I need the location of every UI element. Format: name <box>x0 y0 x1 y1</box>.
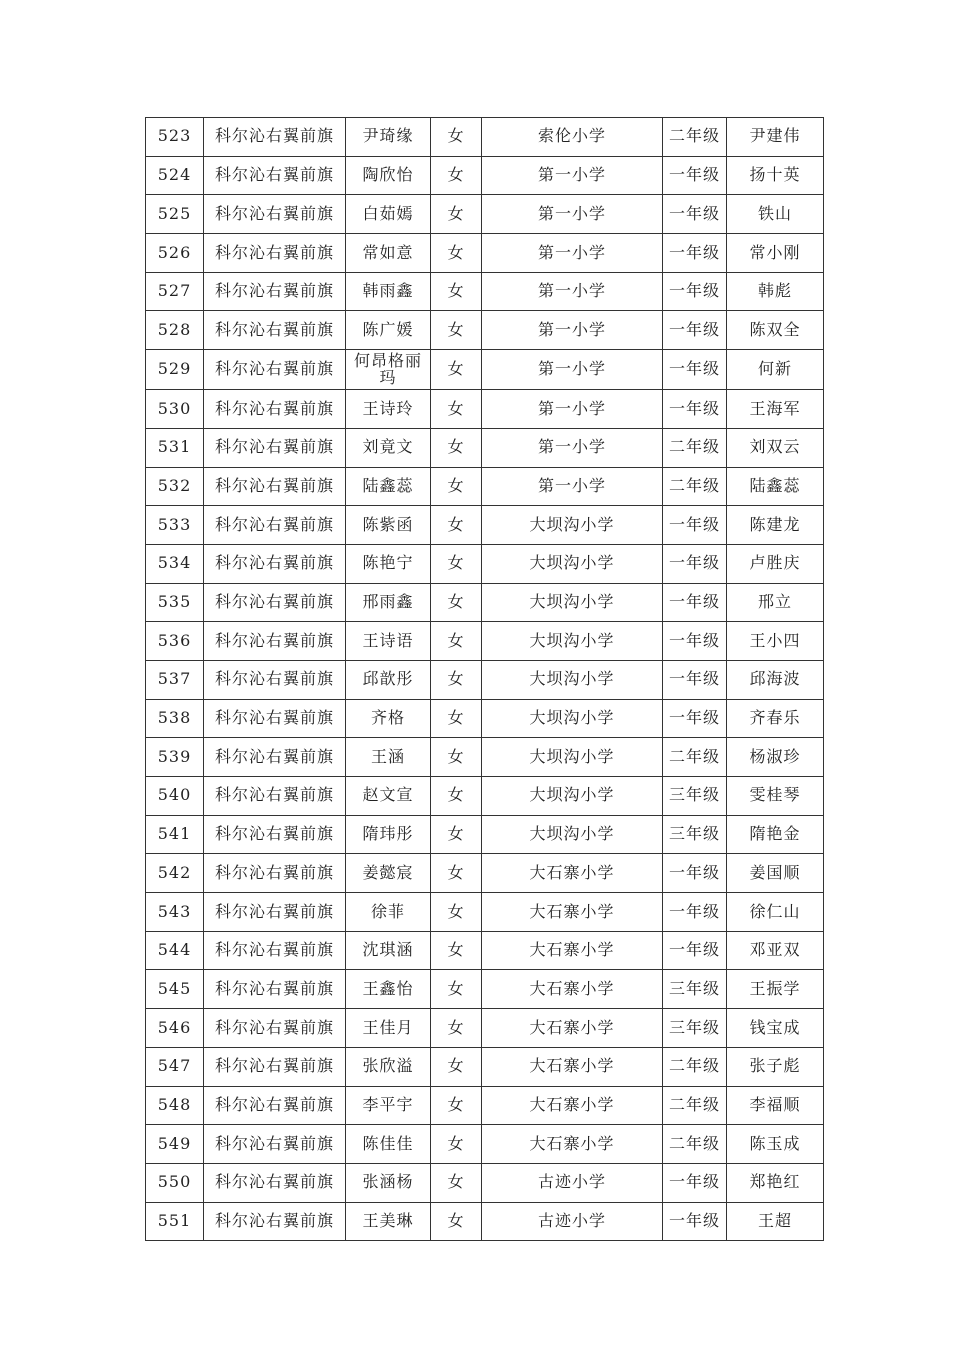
cell-region: 科尔沁右翼前旗 <box>204 699 346 738</box>
table-row <box>146 467 824 506</box>
cell-name: 陶欣怡 <box>346 156 431 195</box>
cell-school: 第一小学 <box>482 156 663 195</box>
cell-school: 大坝沟小学 <box>482 738 663 777</box>
cell-grade: 一年级 <box>663 272 727 311</box>
cell-grade: 一年级 <box>663 195 727 234</box>
cell-grade: 一年级 <box>663 893 727 932</box>
cell-region: 科尔沁右翼前旗 <box>204 311 346 350</box>
cell-guardian: 雯桂琴 <box>727 777 824 816</box>
cell-school: 古迹小学 <box>482 1163 663 1202</box>
cell-number: 548 <box>146 1086 204 1125</box>
cell-number: 536 <box>146 622 204 661</box>
cell-gender: 女 <box>431 1202 482 1241</box>
cell-name: 王鑫怡 <box>346 970 431 1009</box>
cell-gender: 女 <box>431 272 482 311</box>
cell-number: 534 <box>146 544 204 583</box>
cell-number: 540 <box>146 777 204 816</box>
table-row <box>146 777 824 816</box>
cell-number: 525 <box>146 195 204 234</box>
cell-region: 科尔沁右翼前旗 <box>204 583 346 622</box>
cell-grade: 一年级 <box>663 390 727 429</box>
cell-number: 523 <box>146 118 204 157</box>
cell-name: 王佳月 <box>346 1009 431 1048</box>
cell-school: 大坝沟小学 <box>482 583 663 622</box>
table-row <box>146 195 824 234</box>
cell-school: 大坝沟小学 <box>482 506 663 545</box>
cell-guardian: 铁山 <box>727 195 824 234</box>
cell-gender: 女 <box>431 118 482 157</box>
student-table-body <box>146 118 824 1241</box>
cell-guardian: 王海军 <box>727 390 824 429</box>
cell-name: 尹琦缘 <box>346 118 431 157</box>
cell-region: 科尔沁右翼前旗 <box>204 390 346 429</box>
cell-guardian: 王振学 <box>727 970 824 1009</box>
cell-region: 科尔沁右翼前旗 <box>204 467 346 506</box>
cell-school: 第一小学 <box>482 234 663 273</box>
cell-school: 第一小学 <box>482 428 663 467</box>
cell-name: 陈艳宁 <box>346 544 431 583</box>
cell-name: 邱歆彤 <box>346 660 431 699</box>
cell-gender: 女 <box>431 777 482 816</box>
table-row <box>146 428 824 467</box>
cell-gender: 女 <box>431 156 482 195</box>
cell-school: 索伦小学 <box>482 118 663 157</box>
cell-grade: 一年级 <box>663 156 727 195</box>
cell-school: 大石寨小学 <box>482 1009 663 1048</box>
cell-region: 科尔沁右翼前旗 <box>204 1125 346 1164</box>
cell-name: 王诗玲 <box>346 390 431 429</box>
cell-number: 529 <box>146 350 204 390</box>
cell-grade: 二年级 <box>663 1086 727 1125</box>
table-row <box>146 970 824 1009</box>
cell-guardian: 陈建龙 <box>727 506 824 545</box>
cell-gender: 女 <box>431 467 482 506</box>
cell-region: 科尔沁右翼前旗 <box>204 1047 346 1086</box>
table-row <box>146 1086 824 1125</box>
cell-name: 王诗语 <box>346 622 431 661</box>
cell-number: 528 <box>146 311 204 350</box>
cell-gender: 女 <box>431 1125 482 1164</box>
cell-grade: 二年级 <box>663 428 727 467</box>
cell-region: 科尔沁右翼前旗 <box>204 1086 346 1125</box>
table-row <box>146 272 824 311</box>
cell-gender: 女 <box>431 583 482 622</box>
cell-gender: 女 <box>431 506 482 545</box>
cell-number: 545 <box>146 970 204 1009</box>
table-row <box>146 1202 824 1241</box>
cell-school: 大石寨小学 <box>482 1125 663 1164</box>
cell-region: 科尔沁右翼前旗 <box>204 893 346 932</box>
table-row <box>146 544 824 583</box>
student-table <box>145 117 824 1241</box>
cell-school: 大石寨小学 <box>482 893 663 932</box>
cell-number: 532 <box>146 467 204 506</box>
cell-school: 大石寨小学 <box>482 1047 663 1086</box>
cell-gender: 女 <box>431 854 482 893</box>
cell-guardian: 何新 <box>727 350 824 390</box>
cell-guardian: 卢胜庆 <box>727 544 824 583</box>
cell-number: 535 <box>146 583 204 622</box>
cell-guardian: 郑艳红 <box>727 1163 824 1202</box>
cell-guardian: 李福顺 <box>727 1086 824 1125</box>
cell-grade: 一年级 <box>663 1163 727 1202</box>
cell-guardian: 张子彪 <box>727 1047 824 1086</box>
cell-guardian: 韩彪 <box>727 272 824 311</box>
cell-school: 古迹小学 <box>482 1202 663 1241</box>
cell-number: 531 <box>146 428 204 467</box>
cell-gender: 女 <box>431 544 482 583</box>
cell-name: 韩雨鑫 <box>346 272 431 311</box>
cell-gender: 女 <box>431 970 482 1009</box>
table-row <box>146 390 824 429</box>
cell-region: 科尔沁右翼前旗 <box>204 428 346 467</box>
cell-school: 大坝沟小学 <box>482 815 663 854</box>
cell-number: 527 <box>146 272 204 311</box>
cell-gender: 女 <box>431 931 482 970</box>
cell-school: 第一小学 <box>482 390 663 429</box>
table-row <box>146 854 824 893</box>
cell-grade: 一年级 <box>663 854 727 893</box>
cell-guardian: 邱海波 <box>727 660 824 699</box>
cell-grade: 一年级 <box>663 1202 727 1241</box>
cell-school: 大石寨小学 <box>482 854 663 893</box>
cell-gender: 女 <box>431 350 482 390</box>
cell-name: 齐格 <box>346 699 431 738</box>
cell-grade: 一年级 <box>663 931 727 970</box>
cell-school: 大坝沟小学 <box>482 660 663 699</box>
cell-region: 科尔沁右翼前旗 <box>204 234 346 273</box>
cell-guardian: 陈玉成 <box>727 1125 824 1164</box>
table-row <box>146 893 824 932</box>
table-row <box>146 699 824 738</box>
cell-name: 隋玮彤 <box>346 815 431 854</box>
cell-guardian: 常小刚 <box>727 234 824 273</box>
cell-region: 科尔沁右翼前旗 <box>204 195 346 234</box>
cell-region: 科尔沁右翼前旗 <box>204 156 346 195</box>
cell-school: 第一小学 <box>482 350 663 390</box>
cell-name: 李平宇 <box>346 1086 431 1125</box>
cell-guardian: 隋艳金 <box>727 815 824 854</box>
cell-gender: 女 <box>431 1047 482 1086</box>
cell-name: 徐菲 <box>346 893 431 932</box>
cell-grade: 一年级 <box>663 583 727 622</box>
cell-grade: 二年级 <box>663 738 727 777</box>
cell-school: 第一小学 <box>482 272 663 311</box>
cell-name: 王涵 <box>346 738 431 777</box>
cell-grade: 三年级 <box>663 1009 727 1048</box>
cell-school: 第一小学 <box>482 467 663 506</box>
table-row <box>146 660 824 699</box>
cell-guardian: 齐春乐 <box>727 699 824 738</box>
cell-grade: 二年级 <box>663 467 727 506</box>
cell-name: 张欣溢 <box>346 1047 431 1086</box>
cell-guardian: 陆鑫蕊 <box>727 467 824 506</box>
cell-region: 科尔沁右翼前旗 <box>204 815 346 854</box>
cell-number: 542 <box>146 854 204 893</box>
cell-gender: 女 <box>431 660 482 699</box>
cell-gender: 女 <box>431 1009 482 1048</box>
cell-guardian: 姜国顺 <box>727 854 824 893</box>
cell-number: 538 <box>146 699 204 738</box>
cell-region: 科尔沁右翼前旗 <box>204 622 346 661</box>
cell-region: 科尔沁右翼前旗 <box>204 931 346 970</box>
cell-gender: 女 <box>431 311 482 350</box>
cell-region: 科尔沁右翼前旗 <box>204 660 346 699</box>
cell-guardian: 钱宝成 <box>727 1009 824 1048</box>
table-row <box>146 1163 824 1202</box>
cell-gender: 女 <box>431 428 482 467</box>
cell-grade: 二年级 <box>663 1047 727 1086</box>
cell-guardian: 刘双云 <box>727 428 824 467</box>
table-row <box>146 931 824 970</box>
cell-school: 大石寨小学 <box>482 931 663 970</box>
cell-name: 何昂格丽玛 <box>346 350 431 390</box>
cell-name: 白茹嫣 <box>346 195 431 234</box>
cell-name: 陈紫函 <box>346 506 431 545</box>
cell-guardian: 邓亚双 <box>727 931 824 970</box>
cell-number: 547 <box>146 1047 204 1086</box>
cell-gender: 女 <box>431 622 482 661</box>
cell-region: 科尔沁右翼前旗 <box>204 1202 346 1241</box>
cell-guardian: 扬十英 <box>727 156 824 195</box>
table-row <box>146 1125 824 1164</box>
cell-school: 第一小学 <box>482 195 663 234</box>
cell-number: 546 <box>146 1009 204 1048</box>
cell-region: 科尔沁右翼前旗 <box>204 854 346 893</box>
table-row <box>146 156 824 195</box>
cell-gender: 女 <box>431 738 482 777</box>
cell-number: 539 <box>146 738 204 777</box>
cell-number: 549 <box>146 1125 204 1164</box>
cell-name: 张涵杨 <box>346 1163 431 1202</box>
cell-region: 科尔沁右翼前旗 <box>204 350 346 390</box>
table-row <box>146 738 824 777</box>
cell-number: 526 <box>146 234 204 273</box>
cell-region: 科尔沁右翼前旗 <box>204 506 346 545</box>
table-row <box>146 311 824 350</box>
table-row <box>146 350 824 390</box>
cell-grade: 三年级 <box>663 815 727 854</box>
cell-gender: 女 <box>431 234 482 273</box>
cell-school: 大石寨小学 <box>482 970 663 1009</box>
cell-name: 陆鑫蕊 <box>346 467 431 506</box>
cell-grade: 一年级 <box>663 622 727 661</box>
cell-name: 刘竟文 <box>346 428 431 467</box>
table-row <box>146 583 824 622</box>
cell-number: 533 <box>146 506 204 545</box>
cell-name: 沈琪涵 <box>346 931 431 970</box>
cell-name: 陈佳佳 <box>346 1125 431 1164</box>
table-row <box>146 622 824 661</box>
cell-grade: 一年级 <box>663 699 727 738</box>
cell-name: 陈广媛 <box>346 311 431 350</box>
cell-gender: 女 <box>431 815 482 854</box>
cell-guardian: 杨淑珍 <box>727 738 824 777</box>
cell-guardian: 王小四 <box>727 622 824 661</box>
cell-number: 544 <box>146 931 204 970</box>
table-row <box>146 815 824 854</box>
cell-number: 524 <box>146 156 204 195</box>
cell-school: 大坝沟小学 <box>482 699 663 738</box>
cell-guardian: 陈双全 <box>727 311 824 350</box>
cell-grade: 一年级 <box>663 234 727 273</box>
table-row <box>146 506 824 545</box>
cell-name: 王美琳 <box>346 1202 431 1241</box>
cell-school: 大坝沟小学 <box>482 622 663 661</box>
table-row <box>146 118 824 157</box>
cell-number: 541 <box>146 815 204 854</box>
cell-gender: 女 <box>431 893 482 932</box>
cell-name: 姜懿宸 <box>346 854 431 893</box>
cell-region: 科尔沁右翼前旗 <box>204 1009 346 1048</box>
cell-region: 科尔沁右翼前旗 <box>204 970 346 1009</box>
cell-guardian: 邢立 <box>727 583 824 622</box>
cell-guardian: 徐仁山 <box>727 893 824 932</box>
cell-grade: 二年级 <box>663 1125 727 1164</box>
cell-number: 537 <box>146 660 204 699</box>
cell-grade: 三年级 <box>663 777 727 816</box>
cell-grade: 一年级 <box>663 544 727 583</box>
cell-region: 科尔沁右翼前旗 <box>204 118 346 157</box>
cell-region: 科尔沁右翼前旗 <box>204 1163 346 1202</box>
cell-grade: 一年级 <box>663 660 727 699</box>
cell-region: 科尔沁右翼前旗 <box>204 544 346 583</box>
cell-school: 大坝沟小学 <box>482 544 663 583</box>
cell-name: 赵文宣 <box>346 777 431 816</box>
cell-guardian: 王超 <box>727 1202 824 1241</box>
cell-school: 第一小学 <box>482 311 663 350</box>
cell-gender: 女 <box>431 390 482 429</box>
cell-number: 551 <box>146 1202 204 1241</box>
cell-gender: 女 <box>431 1086 482 1125</box>
cell-school: 大坝沟小学 <box>482 777 663 816</box>
cell-grade: 二年级 <box>663 118 727 157</box>
cell-region: 科尔沁右翼前旗 <box>204 738 346 777</box>
table-row <box>146 234 824 273</box>
cell-number: 550 <box>146 1163 204 1202</box>
cell-gender: 女 <box>431 195 482 234</box>
cell-guardian: 尹建伟 <box>727 118 824 157</box>
cell-school: 大石寨小学 <box>482 1086 663 1125</box>
cell-region: 科尔沁右翼前旗 <box>204 777 346 816</box>
cell-grade: 一年级 <box>663 350 727 390</box>
cell-region: 科尔沁右翼前旗 <box>204 272 346 311</box>
cell-number: 530 <box>146 390 204 429</box>
cell-grade: 三年级 <box>663 970 727 1009</box>
cell-number: 543 <box>146 893 204 932</box>
cell-gender: 女 <box>431 699 482 738</box>
table-row <box>146 1047 824 1086</box>
cell-gender: 女 <box>431 1163 482 1202</box>
cell-grade: 一年级 <box>663 311 727 350</box>
cell-grade: 一年级 <box>663 506 727 545</box>
table-row <box>146 1009 824 1048</box>
cell-name: 邢雨鑫 <box>346 583 431 622</box>
cell-name: 常如意 <box>346 234 431 273</box>
